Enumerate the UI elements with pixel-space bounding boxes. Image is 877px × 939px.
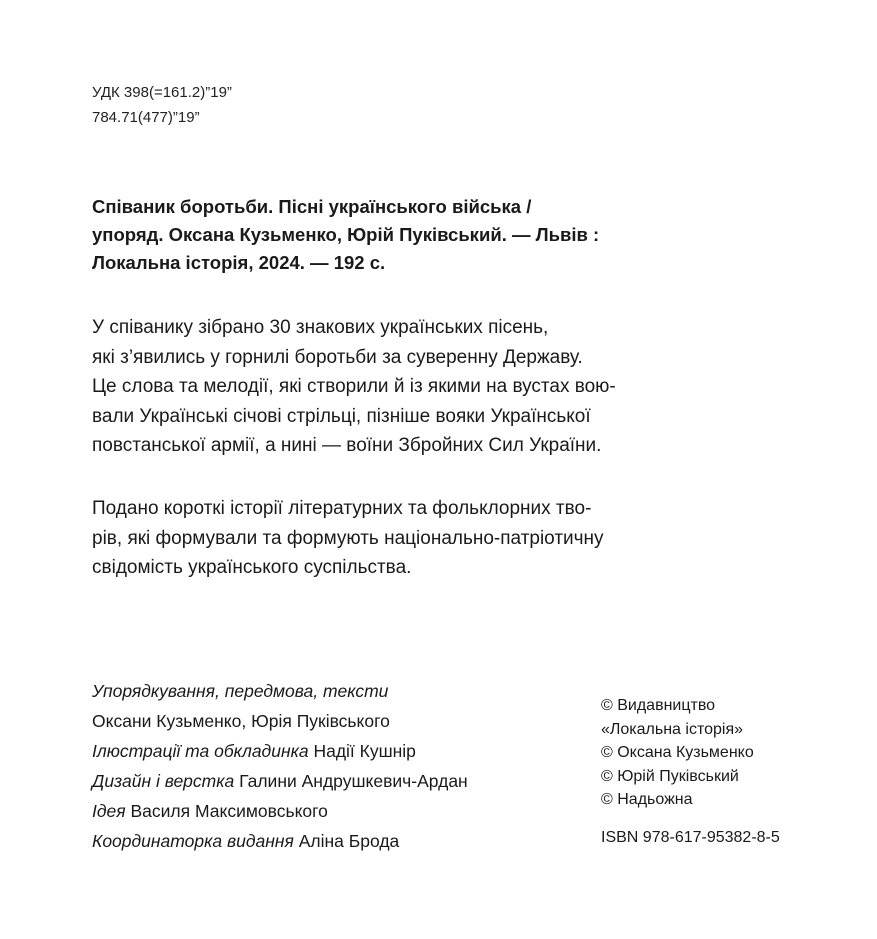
credit-design	[92, 766, 468, 796]
annotation-paragraph-1	[92, 313, 812, 461]
role-label: Координаторка видання	[92, 831, 294, 851]
credit-illustrations	[92, 736, 468, 766]
bibliographic-line: Співаник боротьби. Пісні українського війська /	[92, 196, 532, 217]
copyright-line: © Надьожна	[601, 791, 693, 808]
copyright-line: © Видавництво	[601, 697, 716, 714]
bibliographic-line: упоряд. Оксана Кузьменко, Юрій Пуківський. — Львів :	[92, 224, 600, 245]
person-name: Василя Максимовського	[125, 801, 328, 821]
annotation-line: повстанської армії, а нині — воїни Збройних Сил України.	[92, 435, 602, 456]
credit-compilation-role	[92, 676, 468, 706]
copyright-line: © Юрій Пуківський	[601, 767, 739, 785]
annotation-line: Це слова та мелодії, які створили й із якими на вустах вою-	[92, 376, 616, 397]
udc-line: УДК 398(=161.2)”19”	[92, 84, 232, 101]
role-label: Ілюстрації та обкладинка	[92, 741, 309, 761]
role-label: Дизайн і верстка	[92, 771, 235, 791]
annotation-line: У співанику зібрано 30 знакових українських пісень,	[92, 317, 549, 338]
person-name: Надії Кушнір	[308, 741, 416, 761]
copyright-line: © Оксана Кузьменко	[601, 744, 754, 761]
isbn: ISBN 978-617-95382-8-5	[601, 829, 780, 846]
credit-coordinator	[92, 826, 468, 856]
annotation-line: вали Українські січові стрільці, пізніше вояки Української	[92, 405, 591, 427]
udc-line: 784.71(477)”19”	[92, 109, 200, 126]
bibliographic-line: Локальна історія, 2024. — 192 с.	[92, 252, 386, 273]
udc-classification	[92, 80, 232, 130]
credit-idea	[92, 796, 468, 826]
copyright-block	[601, 694, 754, 812]
person-name: Галини Андрушкевич-Ардан	[234, 771, 468, 791]
credit-compilation-names: Оксани Кузьменко, Юрія Пуківського	[92, 711, 390, 731]
copyright-line: «Локальна історія»	[601, 720, 744, 738]
annotation-paragraph-2	[92, 494, 812, 583]
credits-block	[92, 676, 468, 856]
annotation-line: які з’явились у горнилі боротьби за суверенну Державу.	[92, 346, 583, 368]
annotation-line: свідомість українського суспільства.	[92, 557, 412, 578]
person-name: Аліна Брода	[293, 831, 400, 851]
role-label: Ідея	[92, 801, 126, 821]
annotation-line: Подано короткі історії літературних та фольклорних тво-	[92, 498, 592, 519]
annotation-line: рів, які формували та формують національно-патріотичну	[92, 527, 604, 549]
role-label: Упорядкування, передмова, тексти	[92, 681, 389, 701]
bibliographic-description	[92, 193, 792, 277]
